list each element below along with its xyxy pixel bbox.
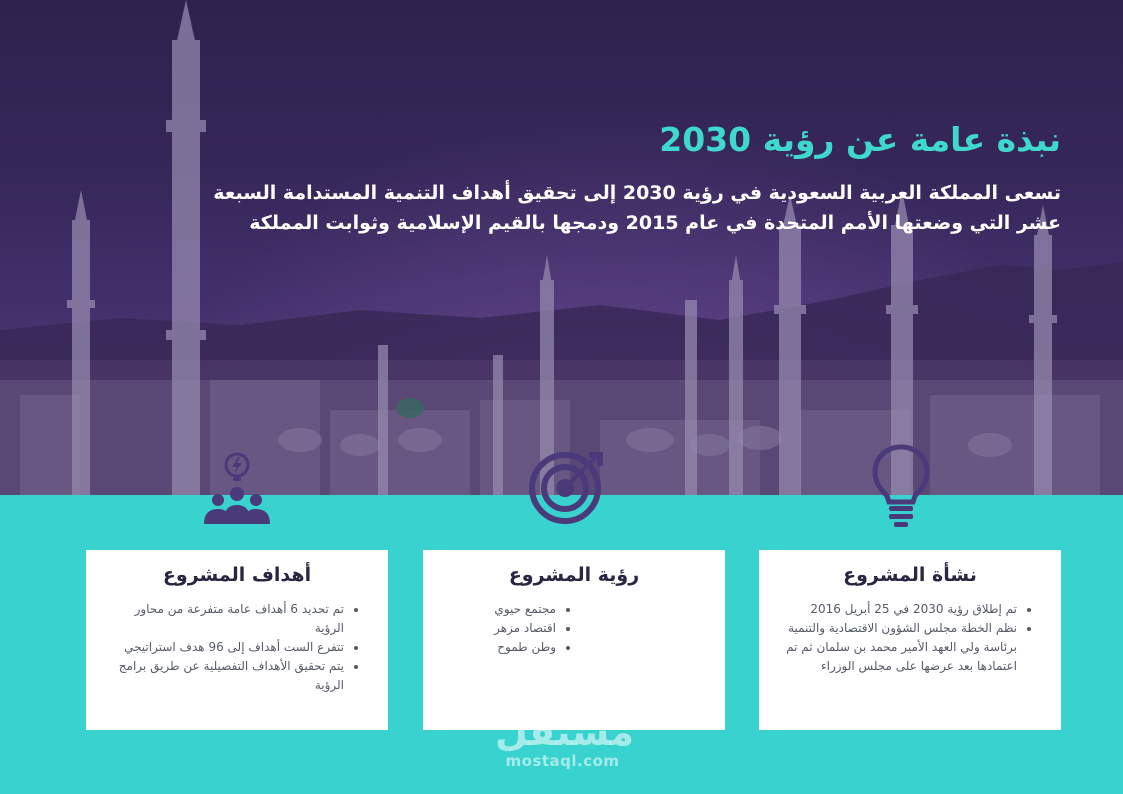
team-idea-icon	[196, 448, 278, 528]
page-title: نبذة عامة عن رؤية 2030	[659, 120, 1061, 159]
card-project-goals	[86, 550, 388, 730]
list-item: • مجتمع حيوي	[447, 600, 556, 619]
origin-list	[783, 600, 1037, 676]
list-item: • اقتصاد مزهر	[447, 619, 556, 638]
card-title: رؤية المشروع	[508, 564, 640, 586]
target-icon	[527, 448, 607, 528]
card-project-vision	[423, 550, 725, 730]
card-title: أهداف المشروع	[162, 564, 312, 586]
goals-list	[110, 600, 364, 695]
hero-description: تسعى المملكة العربية السعودية في رؤية 2030 إلى تحقيق أهداف التنمية المستدامة السبعة عشر التي وضعتها الأمم المتحدة في عام 2015 ودمجها بالقيم الإسلامية وثوابت المملكة	[213, 182, 1061, 234]
list-item: • نظم الخطة مجلس الشؤون الاقتصادية والتنمية برئاسة ولي العهد الأمير محمد بن سلمان ثم تم اعتمادها بعد عرضها على مجلس الوزراء	[783, 619, 1017, 676]
lightbulb-icon	[869, 442, 933, 530]
vision-list	[447, 600, 701, 657]
list-item: • تم إطلاق رؤية 2030 في 25 أبريل 2016	[783, 600, 1017, 619]
list-item: • تم تحديد 6 أهداف عامة متفرعة من محاور الرؤية	[110, 600, 344, 638]
card-title: نشأة المشروع	[843, 564, 977, 586]
watermark-url: mostaql.com	[505, 752, 620, 770]
watermark-logo: مستقل	[495, 710, 634, 754]
list-item: • يتم تحقيق الأهداف التفصيلية عن طريق برامج الرؤية	[110, 657, 344, 695]
mostaql-watermark	[495, 710, 634, 770]
card-project-origin	[759, 550, 1061, 730]
list-item: • تتفرع الست أهداف إلى 96 هدف استراتيجي	[110, 638, 344, 657]
list-item: • وطن طموح	[447, 638, 556, 657]
